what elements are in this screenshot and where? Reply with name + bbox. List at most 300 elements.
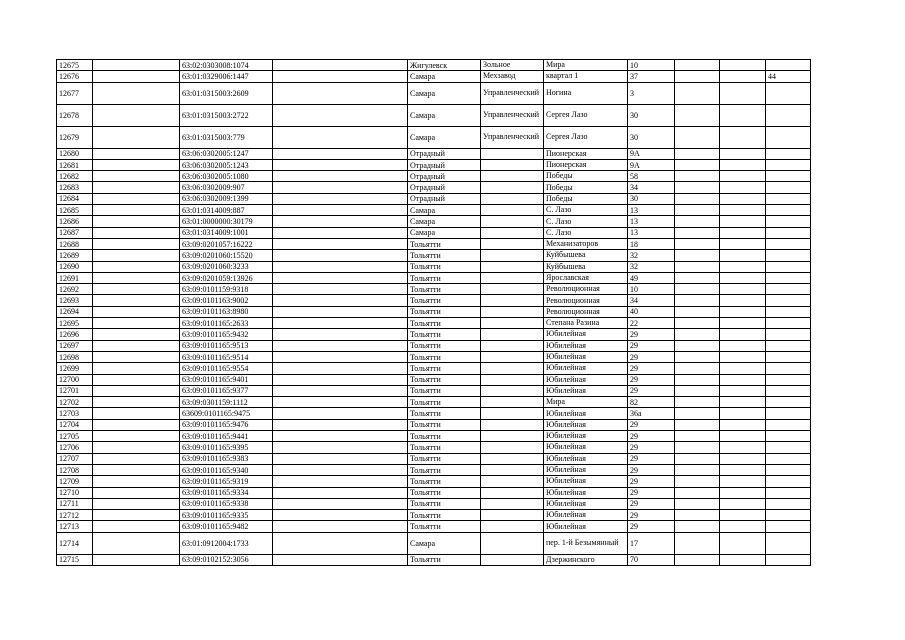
city-cell: Самара [408, 126, 481, 148]
district-cell [481, 159, 544, 170]
blank-cell-d [273, 82, 408, 104]
row-number-cell: 12696 [57, 329, 93, 340]
blank-cell-b [93, 431, 180, 442]
street-cell: Дзержинского [544, 554, 628, 565]
blank-cell-i [675, 126, 720, 148]
apartment-cell [766, 159, 811, 170]
table-row [57, 148, 811, 159]
house-number-cell: 18 [628, 238, 675, 249]
row-number-cell: 12680 [57, 148, 93, 159]
house-number-cell: 10 [628, 60, 675, 71]
blank-cell-j [720, 148, 766, 159]
blank-cell-d [273, 476, 408, 487]
apartment-cell [766, 498, 811, 509]
district-cell [481, 408, 544, 419]
cadastral-number-cell: 63:09:0101165:9476 [180, 419, 273, 430]
blank-cell-j [720, 272, 766, 283]
street-cell: Мира [544, 60, 628, 71]
blank-cell-j [720, 453, 766, 464]
blank-cell-j [720, 193, 766, 204]
blank-cell-d [273, 295, 408, 306]
table-row [57, 442, 811, 453]
blank-cell-b [93, 374, 180, 385]
row-number-cell: 12676 [57, 71, 93, 82]
blank-cell-j [720, 306, 766, 317]
table-row [57, 284, 811, 295]
house-number-cell: 34 [628, 295, 675, 306]
street-cell: пер. 1-й Безымянный [544, 532, 628, 554]
cadastral-number-cell: 63:09:0101165:2633 [180, 318, 273, 329]
house-number-cell: 22 [628, 318, 675, 329]
district-cell [481, 182, 544, 193]
table-row [57, 227, 811, 238]
table-row [57, 374, 811, 385]
city-cell: Тольятти [408, 476, 481, 487]
street-cell: Ногина [544, 82, 628, 104]
city-cell: Тольятти [408, 363, 481, 374]
district-cell: Управленческий [481, 104, 544, 126]
table-row [57, 261, 811, 272]
table-row [57, 159, 811, 170]
blank-cell-b [93, 216, 180, 227]
cadastral-number-cell: 63:09:0201060:15520 [180, 250, 273, 261]
house-number-cell: 34 [628, 182, 675, 193]
blank-cell-j [720, 532, 766, 554]
table-row [57, 329, 811, 340]
blank-cell-i [675, 374, 720, 385]
city-cell: Тольятти [408, 340, 481, 351]
table-row [57, 431, 811, 442]
street-cell: Юбилейная [544, 340, 628, 351]
blank-cell-d [273, 171, 408, 182]
city-cell: Тольятти [408, 374, 481, 385]
house-number-cell: 30 [628, 193, 675, 204]
blank-cell-d [273, 487, 408, 498]
blank-cell-b [93, 205, 180, 216]
blank-cell-j [720, 238, 766, 249]
blank-cell-i [675, 476, 720, 487]
district-cell: Управленческий [481, 126, 544, 148]
house-number-cell: 30 [628, 126, 675, 148]
cadastral-number-cell: 63:09:0201057:16222 [180, 238, 273, 249]
blank-cell-d [273, 227, 408, 238]
table-row [57, 216, 811, 227]
blank-cell-j [720, 295, 766, 306]
apartment-cell [766, 238, 811, 249]
blank-cell-j [720, 159, 766, 170]
table-row [57, 238, 811, 249]
district-cell: Мехзавод [481, 71, 544, 82]
row-number-cell: 12710 [57, 487, 93, 498]
blank-cell-d [273, 104, 408, 126]
district-cell: Зольное [481, 60, 544, 71]
district-cell [481, 363, 544, 374]
blank-cell-i [675, 385, 720, 396]
cadastral-number-cell: 63:06:0302009:1399 [180, 193, 273, 204]
city-cell: Самара [408, 532, 481, 554]
blank-cell-j [720, 554, 766, 565]
blank-cell-j [720, 182, 766, 193]
blank-cell-d [273, 521, 408, 532]
row-number-cell: 12711 [57, 498, 93, 509]
street-cell: Мира [544, 397, 628, 408]
blank-cell-j [720, 60, 766, 71]
blank-cell-d [273, 419, 408, 430]
apartment-cell [766, 351, 811, 362]
blank-cell-i [675, 340, 720, 351]
district-cell [481, 306, 544, 317]
house-number-cell: 10 [628, 284, 675, 295]
cadastral-number-cell: 63:09:0101165:9340 [180, 464, 273, 475]
street-cell: Юбилейная [544, 476, 628, 487]
blank-cell-i [675, 464, 720, 475]
apartment-cell [766, 453, 811, 464]
blank-cell-j [720, 284, 766, 295]
blank-cell-d [273, 363, 408, 374]
blank-cell-d [273, 205, 408, 216]
table-row [57, 272, 811, 283]
blank-cell-d [273, 340, 408, 351]
blank-cell-b [93, 318, 180, 329]
blank-cell-j [720, 71, 766, 82]
street-cell: квартал 1 [544, 71, 628, 82]
blank-cell-b [93, 250, 180, 261]
city-cell: Тольятти [408, 306, 481, 317]
blank-cell-j [720, 476, 766, 487]
blank-cell-j [720, 385, 766, 396]
blank-cell-d [273, 272, 408, 283]
street-cell: Революционная [544, 284, 628, 295]
apartment-cell [766, 295, 811, 306]
table-row [57, 453, 811, 464]
district-cell [481, 374, 544, 385]
blank-cell-i [675, 171, 720, 182]
city-cell: Тольятти [408, 284, 481, 295]
house-number-cell: 3 [628, 82, 675, 104]
district-cell [481, 431, 544, 442]
blank-cell-i [675, 182, 720, 193]
blank-cell-b [93, 498, 180, 509]
house-number-cell: 58 [628, 171, 675, 182]
cadastral-number-cell: 63:09:0301159:1112 [180, 397, 273, 408]
apartment-cell [766, 374, 811, 385]
blank-cell-d [273, 126, 408, 148]
blank-cell-j [720, 329, 766, 340]
district-cell [481, 238, 544, 249]
blank-cell-i [675, 205, 720, 216]
row-number-cell: 12684 [57, 193, 93, 204]
cadastral-number-cell: 63:09:0101163:8980 [180, 306, 273, 317]
house-number-cell: 32 [628, 250, 675, 261]
district-cell [481, 442, 544, 453]
blank-cell-j [720, 397, 766, 408]
street-cell: Победы [544, 193, 628, 204]
apartment-cell [766, 148, 811, 159]
blank-cell-b [93, 284, 180, 295]
house-number-cell: 29 [628, 521, 675, 532]
row-number-cell: 12709 [57, 476, 93, 487]
apartment-cell [766, 554, 811, 565]
blank-cell-i [675, 521, 720, 532]
city-cell: Тольятти [408, 419, 481, 430]
blank-cell-j [720, 82, 766, 104]
district-cell [481, 498, 544, 509]
blank-cell-b [93, 554, 180, 565]
blank-cell-i [675, 510, 720, 521]
row-number-cell: 12706 [57, 442, 93, 453]
cadastral-number-cell: 63:09:0101165:9383 [180, 453, 273, 464]
district-cell: Управленческий [481, 82, 544, 104]
city-cell: Тольятти [408, 385, 481, 396]
blank-cell-i [675, 442, 720, 453]
table-row [57, 487, 811, 498]
row-number-cell: 12702 [57, 397, 93, 408]
table-row [57, 182, 811, 193]
apartment-cell [766, 318, 811, 329]
blank-cell-b [93, 385, 180, 396]
table-row [57, 554, 811, 565]
district-cell [481, 510, 544, 521]
district-cell [481, 351, 544, 362]
blank-cell-j [720, 487, 766, 498]
city-cell: Тольятти [408, 250, 481, 261]
city-cell: Жигулевск [408, 60, 481, 71]
blank-cell-b [93, 261, 180, 272]
blank-cell-d [273, 329, 408, 340]
house-number-cell: 37 [628, 71, 675, 82]
house-number-cell: 29 [628, 340, 675, 351]
table-row [57, 318, 811, 329]
blank-cell-d [273, 397, 408, 408]
house-number-cell: 29 [628, 453, 675, 464]
blank-cell-j [720, 351, 766, 362]
table-row [57, 351, 811, 362]
table-row [57, 363, 811, 374]
city-cell: Тольятти [408, 487, 481, 498]
street-cell: Революционная [544, 306, 628, 317]
blank-cell-d [273, 510, 408, 521]
apartment-cell: 44 [766, 71, 811, 82]
cadastral-number-cell: 63:09:0101159:9318 [180, 284, 273, 295]
cadastral-number-cell: 63:09:0201060:3233 [180, 261, 273, 272]
blank-cell-d [273, 498, 408, 509]
blank-cell-i [675, 487, 720, 498]
blank-cell-i [675, 306, 720, 317]
row-number-cell: 12692 [57, 284, 93, 295]
blank-cell-j [720, 498, 766, 509]
row-number-cell: 12707 [57, 453, 93, 464]
blank-cell-b [93, 521, 180, 532]
blank-cell-b [93, 148, 180, 159]
district-cell [481, 464, 544, 475]
city-cell: Тольятти [408, 261, 481, 272]
blank-cell-d [273, 318, 408, 329]
cadastral-number-cell: 63:09:0201059:13926 [180, 272, 273, 283]
registry-table [56, 59, 811, 566]
house-number-cell: 29 [628, 419, 675, 430]
street-cell: Пионерская [544, 159, 628, 170]
street-cell: Юбилейная [544, 442, 628, 453]
row-number-cell: 12687 [57, 227, 93, 238]
street-cell: Юбилейная [544, 487, 628, 498]
blank-cell-i [675, 408, 720, 419]
apartment-cell [766, 442, 811, 453]
blank-cell-b [93, 476, 180, 487]
blank-cell-i [675, 272, 720, 283]
district-cell [481, 397, 544, 408]
table-row [57, 295, 811, 306]
street-cell: Механизаторов [544, 238, 628, 249]
blank-cell-d [273, 284, 408, 295]
apartment-cell [766, 487, 811, 498]
blank-cell-d [273, 464, 408, 475]
apartment-cell [766, 250, 811, 261]
table-row [57, 498, 811, 509]
blank-cell-i [675, 159, 720, 170]
house-number-cell: 49 [628, 272, 675, 283]
blank-cell-j [720, 408, 766, 419]
cadastral-number-cell: 63:02:0303008:1074 [180, 60, 273, 71]
blank-cell-d [273, 261, 408, 272]
street-cell: Юбилейная [544, 464, 628, 475]
house-number-cell: 29 [628, 431, 675, 442]
apartment-cell [766, 272, 811, 283]
street-cell: С. Лазо [544, 227, 628, 238]
house-number-cell: 29 [628, 385, 675, 396]
blank-cell-d [273, 193, 408, 204]
table-row [57, 397, 811, 408]
cadastral-number-cell: 63:09:0101165:9441 [180, 431, 273, 442]
apartment-cell [766, 284, 811, 295]
blank-cell-b [93, 442, 180, 453]
blank-cell-d [273, 216, 408, 227]
blank-cell-b [93, 182, 180, 193]
table-row [57, 521, 811, 532]
house-number-cell: 29 [628, 476, 675, 487]
cadastral-number-cell: 63:01:0315003:779 [180, 126, 273, 148]
house-number-cell: 29 [628, 351, 675, 362]
street-cell: Ярославская [544, 272, 628, 283]
apartment-cell [766, 408, 811, 419]
table-row [57, 171, 811, 182]
cadastral-number-cell: 63:06:0302005:1080 [180, 171, 273, 182]
street-cell: Юбилейная [544, 374, 628, 385]
cadastral-number-cell: 63609:0101165:9475 [180, 408, 273, 419]
apartment-cell [766, 510, 811, 521]
city-cell: Тольятти [408, 554, 481, 565]
apartment-cell [766, 104, 811, 126]
district-cell [481, 521, 544, 532]
table-row [57, 71, 811, 82]
blank-cell-j [720, 442, 766, 453]
street-cell: Юбилейная [544, 419, 628, 430]
table-row [57, 385, 811, 396]
cadastral-number-cell: 63:01:0315003:2609 [180, 82, 273, 104]
city-cell: Тольятти [408, 351, 481, 362]
house-number-cell: 9А [628, 159, 675, 170]
street-cell: Победы [544, 182, 628, 193]
apartment-cell [766, 329, 811, 340]
house-number-cell: 30 [628, 104, 675, 126]
blank-cell-i [675, 261, 720, 272]
city-cell: Самара [408, 216, 481, 227]
blank-cell-d [273, 182, 408, 193]
district-cell [481, 453, 544, 464]
city-cell: Отрадный [408, 159, 481, 170]
city-cell: Самара [408, 104, 481, 126]
row-number-cell: 12678 [57, 104, 93, 126]
city-cell: Тольятти [408, 318, 481, 329]
cadastral-number-cell: 63:01:0314009:887 [180, 205, 273, 216]
district-cell [481, 148, 544, 159]
blank-cell-j [720, 363, 766, 374]
blank-cell-i [675, 284, 720, 295]
row-number-cell: 12695 [57, 318, 93, 329]
city-cell: Тольятти [408, 295, 481, 306]
row-number-cell: 12682 [57, 171, 93, 182]
blank-cell-j [720, 250, 766, 261]
row-number-cell: 12712 [57, 510, 93, 521]
blank-cell-b [93, 60, 180, 71]
table-body [57, 60, 811, 566]
blank-cell-i [675, 419, 720, 430]
house-number-cell: 29 [628, 329, 675, 340]
blank-cell-b [93, 306, 180, 317]
blank-cell-b [93, 329, 180, 340]
street-cell: Юбилейная [544, 408, 628, 419]
blank-cell-b [93, 363, 180, 374]
blank-cell-d [273, 148, 408, 159]
house-number-cell: 36а [628, 408, 675, 419]
blank-cell-d [273, 238, 408, 249]
house-number-cell: 29 [628, 464, 675, 475]
blank-cell-i [675, 397, 720, 408]
blank-cell-b [93, 126, 180, 148]
row-number-cell: 12698 [57, 351, 93, 362]
city-cell: Самара [408, 227, 481, 238]
blank-cell-i [675, 329, 720, 340]
cadastral-number-cell: 63:09:0101165:9432 [180, 329, 273, 340]
blank-cell-d [273, 554, 408, 565]
blank-cell-i [675, 71, 720, 82]
blank-cell-i [675, 453, 720, 464]
district-cell [481, 205, 544, 216]
house-number-cell: 9А [628, 148, 675, 159]
table-row [57, 510, 811, 521]
table-row [57, 306, 811, 317]
blank-cell-j [720, 126, 766, 148]
blank-cell-j [720, 374, 766, 385]
row-number-cell: 12691 [57, 272, 93, 283]
blank-cell-i [675, 148, 720, 159]
street-cell: С. Лазо [544, 205, 628, 216]
blank-cell-i [675, 193, 720, 204]
blank-cell-b [93, 272, 180, 283]
district-cell [481, 532, 544, 554]
street-cell: Куйбышева [544, 250, 628, 261]
apartment-cell [766, 171, 811, 182]
cadastral-number-cell: 63:09:0101165:9338 [180, 498, 273, 509]
table-row [57, 126, 811, 148]
cadastral-number-cell: 63:06:0302009:907 [180, 182, 273, 193]
blank-cell-d [273, 159, 408, 170]
cadastral-number-cell: 63:01:0314009:1001 [180, 227, 273, 238]
apartment-cell [766, 385, 811, 396]
city-cell: Тольятти [408, 408, 481, 419]
city-cell: Тольятти [408, 238, 481, 249]
apartment-cell [766, 126, 811, 148]
row-number-cell: 12694 [57, 306, 93, 317]
